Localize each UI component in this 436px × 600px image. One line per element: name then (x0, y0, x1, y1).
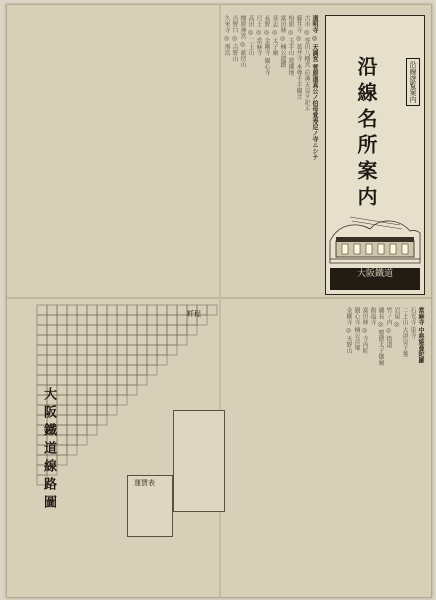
text-column: 叡福寺 (369, 307, 376, 325)
text-column: 金剛寺 ◎ 天野山 (345, 307, 352, 354)
text-column: 磯長 ◎ 聖徳太子御廟 (377, 307, 384, 366)
upper-text-columns (13, 15, 317, 291)
text-column: 竹ノ内 ◎ 街道 (385, 307, 392, 348)
text-column: 柏原 ◎ 玉手山 遊園地 (287, 15, 294, 76)
cover-panel (325, 15, 425, 295)
text-column: 久米寺 ◎ 飛鳥 (223, 15, 230, 56)
cover-side-label: 沿線遊覧案内 (406, 58, 420, 106)
text-column: 二上山 大津皇子墓 (401, 307, 408, 357)
station-illustration (330, 211, 420, 263)
publisher-band (330, 268, 420, 290)
text-column: 藤井寺 ◎ 葛井寺 本尊千手観音 (295, 15, 302, 100)
text-column: 観心寺 楠公首塚 (353, 307, 360, 351)
document-sheet (6, 4, 432, 598)
text-column: 富田林 ◎ 寺内町 (361, 307, 368, 354)
inset-table (173, 410, 225, 512)
text-column: 當麻寺 中将姫曼陀羅 (417, 307, 424, 364)
text-column: 喜志 ◎ 太子廟 (271, 15, 278, 56)
text-column: 石光寺 染寺 (409, 307, 416, 339)
text-column: 尺土 ◎ 當麻寺 (255, 15, 262, 56)
text-column: 道明寺 ◎ 天満宮 菅原道真公ノ伯母覚寿尼ノ寺ニシテ (311, 15, 318, 161)
text-column: 岩屋 ◎ (393, 307, 400, 328)
text-column: 橿原神宮 ◎ 畝傍山 (239, 15, 246, 68)
text-column: 吉野口 ◎ 吉野山 (231, 15, 238, 62)
publisher-name: 大阪鐵道 (356, 269, 393, 279)
map-title: 大阪鐵道線路圖 (41, 387, 56, 513)
fare-table-legend: 粁程 (187, 310, 201, 318)
text-column: 古市 ◎ 誉田八幡宮 応神天皇ヲ祀ル (303, 15, 310, 112)
text-column: 富田林 ◎ 楠公遺蹟 (279, 15, 286, 68)
cover-title: 沿線名所案内 (354, 56, 378, 212)
fare-table-title: 運賃表 (134, 479, 155, 487)
text-column: 長野 ◎ 金剛寺 観心寺 (263, 15, 270, 76)
lower-text-columns (235, 307, 423, 591)
text-column: 高田 ◎ 二上山 (247, 15, 254, 56)
